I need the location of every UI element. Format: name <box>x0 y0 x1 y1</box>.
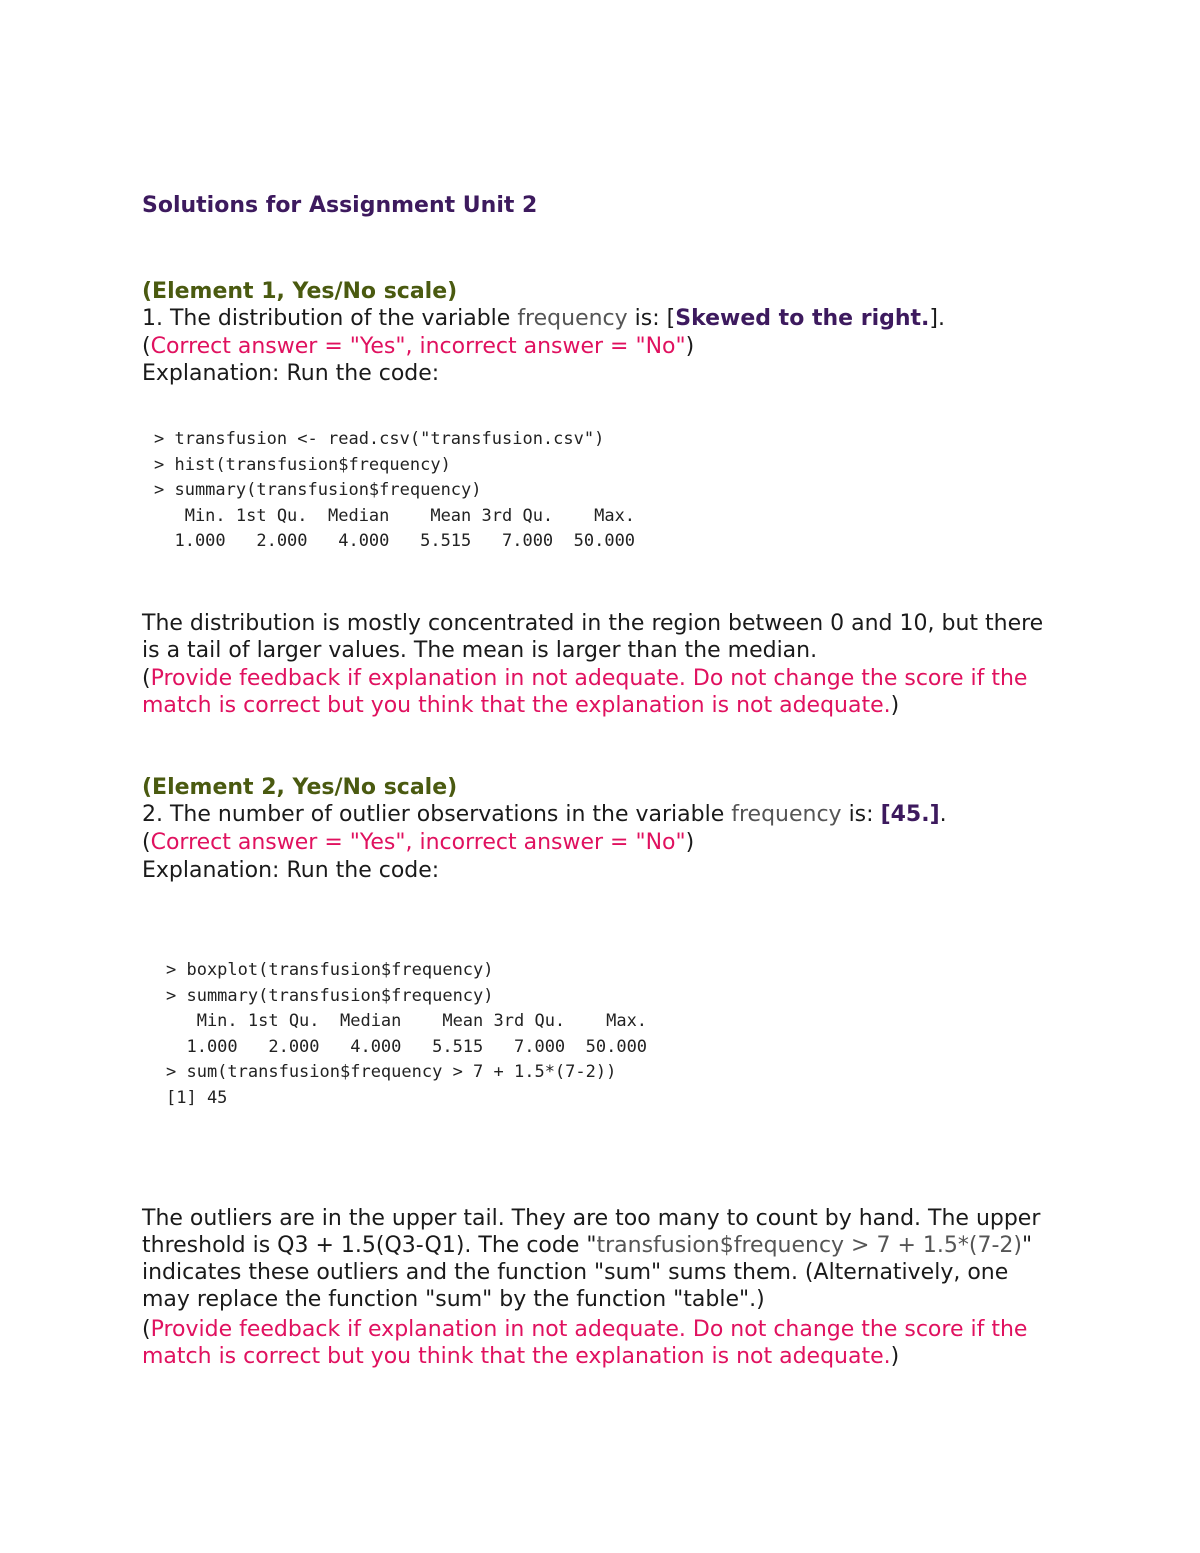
code-line: > summary(transfusion$frequency) <box>154 480 482 500</box>
code-line: > hist(transfusion$frequency) <box>154 454 451 475</box>
element-2-explanation: The outliers are in the upper tail. They are too many to count by hand. The upper threshold is Q3 + 1.5(Q3-Q1). The code "transfusion$frequency > 7 + 1.5*(7-2)" indicates these outliers and the function "sum" sums them. (Alternatively, one may replace the function "sum" by the function "table".) <box>142 1206 1041 1312</box>
code-line: > summary(transfusion$frequency) <box>166 985 494 1006</box>
document-title: Solutions for Assignment Unit 2 <box>142 193 538 218</box>
inline-code: transfusion$frequency > 7 + 1.5*(7-2) <box>596 1233 1022 1258</box>
code-line: Min. 1st Qu. Median Mean 3rd Qu. Max. <box>154 505 636 526</box>
element-1-question: 1. The distribution of the variable frequency is: [Skewed to the right.]. <box>142 306 945 331</box>
code-line: > boxplot(transfusion$frequency) <box>166 960 494 980</box>
element-1-grading: (Correct answer = "Yes", incorrect answer = "No") <box>142 334 695 359</box>
variable-name: frequency <box>517 306 628 331</box>
element-1-explanation: The distribution is mostly concentrated in the region between 0 and 10, but there is a tail of larger values. The mean is larger than the median. <box>142 611 1044 663</box>
element-2-explanation-intro: Explanation: Run the code: <box>142 858 440 883</box>
element-2-feedback: (Provide feedback if explanation in not adequate. Do not change the score if the match is correct but you think that the explanation is not adequate.) <box>142 1317 1028 1369</box>
element-1-answer: Skewed to the right. <box>675 306 930 331</box>
element-1-heading: (Element 1, Yes/No scale) <box>142 279 458 304</box>
code-line: 1.000 2.000 4.000 5.515 7.000 50.000 <box>154 531 636 551</box>
variable-name: frequency <box>731 802 842 827</box>
code-line: Min. 1st Qu. Median Mean 3rd Qu. Max. <box>166 1011 648 1031</box>
element-1-feedback: (Provide feedback if explanation in not adequate. Do not change the score if the match is correct but you think that the explanation is not adequate.) <box>142 666 1028 718</box>
element-1-code-block <box>154 427 635 555</box>
element-2-heading: (Element 2, Yes/No scale) <box>142 775 458 800</box>
element-2-code-block <box>166 958 647 1111</box>
element-2-answer: [45.] <box>880 802 940 827</box>
code-line: > transfusion <- read.csv("transfusion.csv") <box>154 429 605 449</box>
code-line: > sum(transfusion$frequency > 7 + 1.5*(7-2)) <box>166 1062 617 1082</box>
code-line: 1.000 2.000 4.000 5.515 7.000 50.000 <box>166 1036 648 1057</box>
element-2-grading: (Correct answer = "Yes", incorrect answer = "No") <box>142 830 695 855</box>
element-1-explanation-intro: Explanation: Run the code: <box>142 361 440 386</box>
element-2-question: 2. The number of outlier observations in the variable frequency is: [45.]. <box>142 802 947 827</box>
code-line: [1] 45 <box>166 1087 228 1108</box>
